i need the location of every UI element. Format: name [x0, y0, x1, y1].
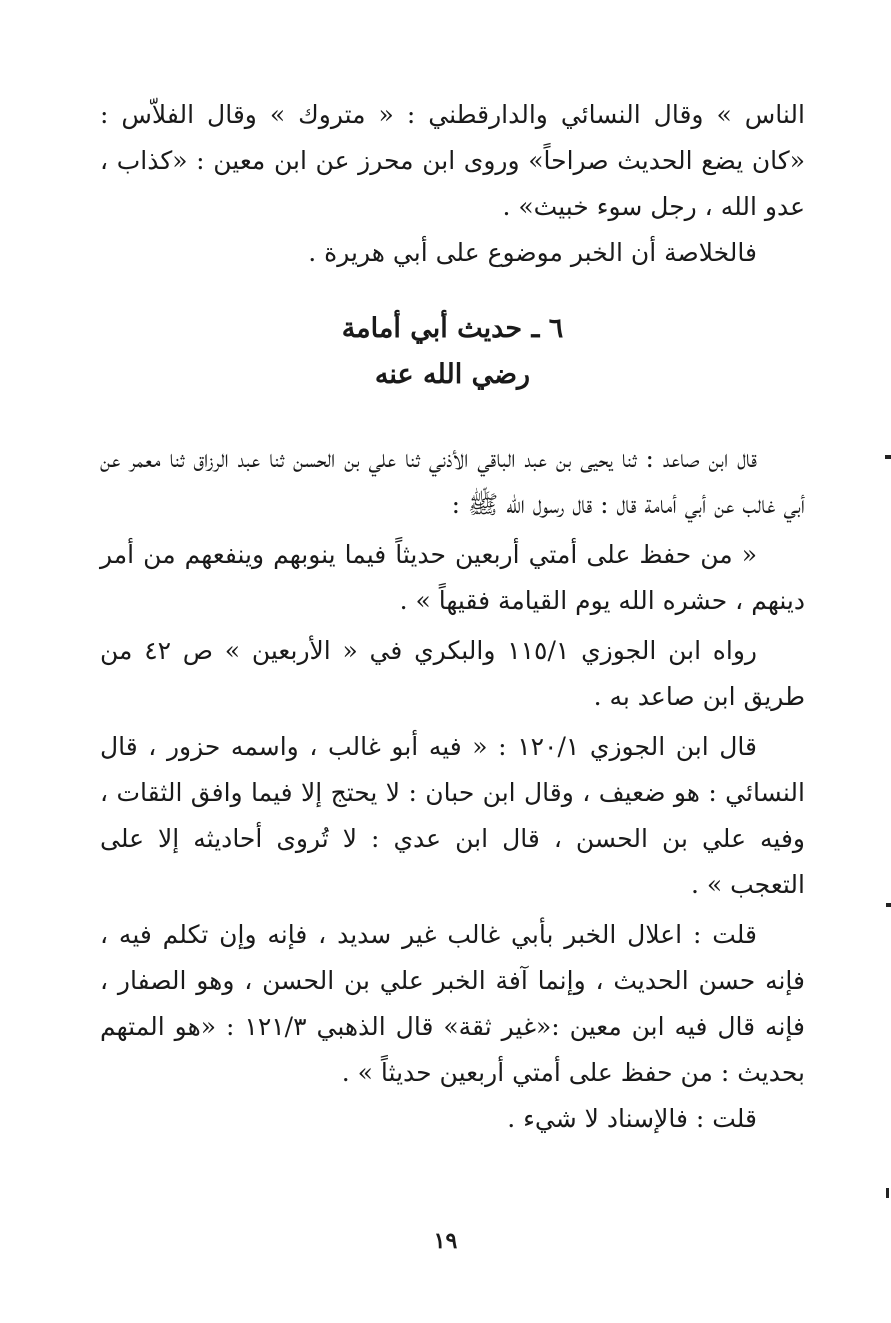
- scan-mark: [886, 903, 891, 907]
- paragraph-verdict: قلت : فالإسناد لا شيء .: [507, 1104, 757, 1133]
- page-number: ١٩: [433, 1228, 458, 1254]
- paragraph-continued: الناس » وقال النسائي والدارقطني : « متروك » وقال الفلاّس : «كان يضع الحديث صراحاً» وروى ابن محرز عن ابن معين : «كذاب ، عدو الله ، رجل سوء خبيث» .: [100, 100, 805, 221]
- paragraph-isnad: قال ابن صاعد : ثنا يحيى بن عبد الباقي الأذني ثنا علي بن الحسن ثنا عبد الرزاق ثنا معمر عن أبي غالب عن أبي أمامة قال : قال رسول الله ﷺ :: [100, 444, 805, 519]
- section-subtitle: رضي الله عنه: [374, 359, 531, 390]
- paragraph-hadith-text: « من حفظ على أمتي أربعين حديثاً فيما ينوبهم وينفعهم من أمر دينهم ، حشره الله يوم القيامة فقيهاً » .: [100, 540, 805, 615]
- scan-mark: [885, 455, 891, 459]
- paragraph-takhrij: رواه ابن الجوزي ١١٥/١ والبكري في « الأربعين » ص ٤٢ من طريق ابن صاعد به .: [100, 636, 805, 711]
- paragraph-ibn-jawzi-comment: قال ابن الجوزي ١٢٠/١ : « فيه أبو غالب ، واسمه حزور ، قال النسائي : هو ضعيف ، وقال ابن حبان : لا يحتج إلا فيما وافق الثقات ، وفيه علي بن الحسن ، قال ابن عدي : لا تُروى أحاديثه إلا على التعجب » .: [100, 732, 805, 899]
- section-title: ٦ ـ حديث أبي أمامة: [341, 313, 564, 344]
- paragraph-conclusion: فالخلاصة أن الخبر موضوع على أبي هريرة .: [308, 238, 757, 267]
- paragraph-author-comment: قلت : اعلال الخبر بأبي غالب غير سديد ، فإنه وإن تكلم فيه ، فإنه حسن الحديث ، وإنما آفة الخبر علي بن الحسن ، وهو الصفار ، فإنه قال فيه ابن معين :«غير ثقة» قال الذهبي ١٢١/٣ : «هو المتهم بحديث : من حفظ على أمتي أربعين حديثاً » .: [100, 920, 805, 1087]
- page-content: [100, 92, 805, 1142]
- section-heading: [100, 306, 805, 398]
- scan-mark: [886, 1188, 889, 1198]
